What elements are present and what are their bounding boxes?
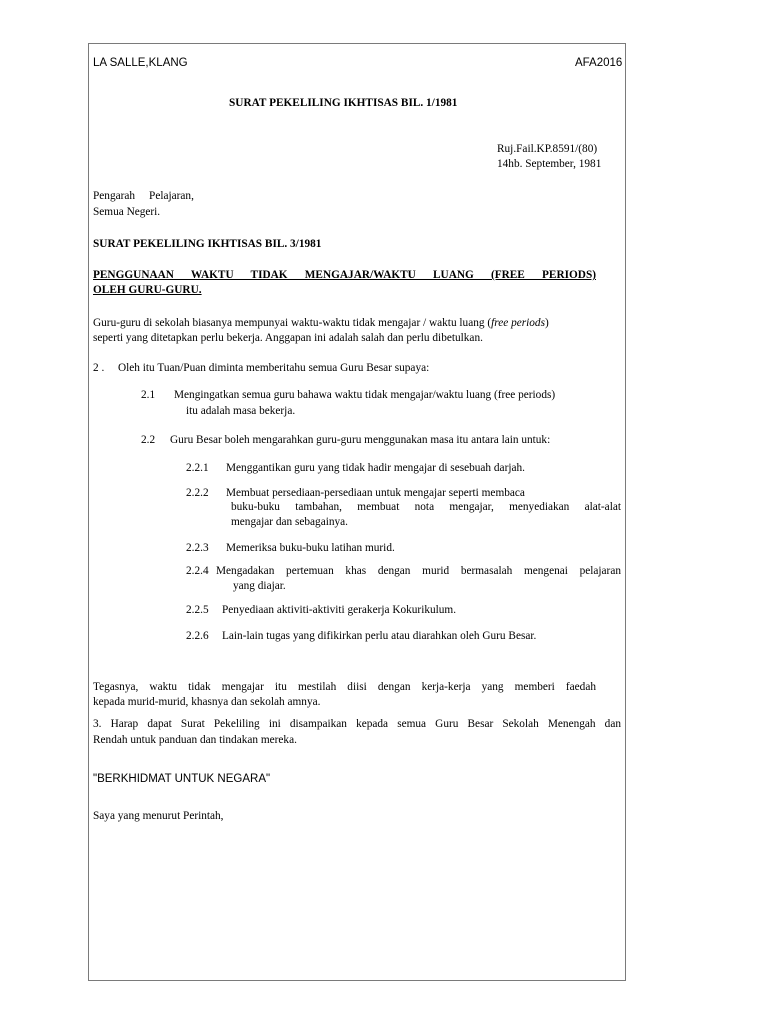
item-2-2-5-num: 2.2.5 bbox=[186, 604, 209, 616]
conclusion-line2: kepada murid-murid, khasnya dan sekolah amnya. bbox=[93, 696, 321, 708]
item-2-2-3-text: Memeriksa buku-buku latihan murid. bbox=[226, 542, 395, 554]
intro-line2: seperti yang ditetapkan perlu bekerja. Anggapan ini adalah salah dan perlu dibetulkan. bbox=[93, 332, 483, 344]
para3-text: Harap dapat Surat Pekeliling ini disampaikan kepada semua Guru Besar Sekolah Menengah dan bbox=[110, 718, 621, 730]
item-2-2-text: Guru Besar boleh mengarahkan guru-guru menggunakan masa itu antara lain untuk: bbox=[170, 434, 551, 446]
subject-line2: OLEH GURU-GURU. bbox=[93, 284, 202, 296]
item-2-2-4-num: 2.2.4 bbox=[186, 565, 209, 577]
item-2-2-2-line1: Membuat persediaan-persediaan untuk mengajar seperti membaca bbox=[226, 487, 525, 499]
item-2-2-num: 2.2 bbox=[141, 434, 156, 446]
header-code: AFA2016 bbox=[575, 57, 623, 69]
intro-italic: free periods bbox=[491, 317, 545, 329]
item-2-2-1-text: Menggantikan guru yang tidak hadir mengajar di sesebuah darjah. bbox=[226, 462, 525, 474]
item-2-2-2-num: 2.2.2 bbox=[186, 487, 209, 499]
item-2-2-6-num: 2.2.6 bbox=[186, 630, 209, 642]
closing: Saya yang menurut Perintah, bbox=[93, 810, 224, 822]
reference-file: Ruj.Fail.KP.8591/(80) bbox=[497, 143, 598, 155]
item-2-1-line1: Mengingatkan semua guru bahawa waktu tidak mengajar/waktu luang (free periods) bbox=[174, 389, 556, 401]
recipient-dept: Pelajaran, bbox=[149, 190, 194, 202]
recipient-line1 bbox=[93, 189, 194, 203]
item-2-1-line2: itu adalah masa bekerja. bbox=[186, 405, 296, 417]
subject-line1: PENGGUNAAN WAKTU TIDAK MENGAJAR/WAKTU LUANG (FREE PERIODS) bbox=[93, 269, 596, 281]
item-2-1-num: 2.1 bbox=[141, 389, 156, 401]
item-2-2-6-text: Lain-lain tugas yang difikirkan perlu atau diarahkan oleh Guru Besar. bbox=[222, 630, 537, 642]
item-2-2-5-text: Penyediaan aktiviti-aktiviti gerakerja Kokurikulum. bbox=[222, 604, 457, 616]
motto: "BERKHIDMAT UNTUK NEGARA" bbox=[93, 773, 271, 785]
para2-num: 2 . bbox=[93, 362, 105, 374]
item-2-2-2-line2: buku-buku tambahan, membuat nota mengajar, menyediakan alat-alat bbox=[231, 501, 621, 513]
intro-text-a: Guru-guru di sekolah biasanya mempunyai waktu-waktu tidak mengajar / waktu luang ( bbox=[93, 317, 492, 329]
intro-text-b: ) bbox=[544, 317, 549, 329]
item-2-2-4-line1: Mengadakan pertemuan khas dengan murid bermasalah mengenai pelajaran bbox=[216, 565, 621, 577]
reference-date: 14hb. September, 1981 bbox=[497, 158, 602, 170]
conclusion-line1: Tegasnya, waktu tidak mengajar itu mestilah diisi dengan kerja-kerja yang memberi faedah bbox=[93, 681, 596, 693]
item-2-2-2-line3: mengajar dan sebagainya. bbox=[231, 516, 348, 528]
header-school: LA SALLE,KLANG bbox=[93, 57, 188, 69]
para3-num: 3. bbox=[93, 718, 102, 730]
item-2-2-1-num: 2.2.1 bbox=[186, 462, 209, 474]
subtitle: SURAT PEKELILING IKHTISAS BIL. 3/1981 bbox=[93, 238, 322, 250]
item-2-2-4-line2: yang diajar. bbox=[233, 580, 286, 592]
para3-line2: Rendah untuk panduan dan tindakan mereka. bbox=[93, 734, 297, 746]
para3-line1 bbox=[93, 717, 621, 731]
recipient-line2: Semua Negeri. bbox=[93, 206, 161, 218]
recipient-title: Pengarah bbox=[93, 190, 136, 202]
main-title: SURAT PEKELILING IKHTISAS BIL. 1/1981 bbox=[229, 97, 458, 109]
intro-line1 bbox=[93, 316, 549, 330]
para2-text: Oleh itu Tuan/Puan diminta memberitahu semua Guru Besar supaya: bbox=[118, 362, 430, 374]
item-2-2-3-num: 2.2.3 bbox=[186, 542, 209, 554]
